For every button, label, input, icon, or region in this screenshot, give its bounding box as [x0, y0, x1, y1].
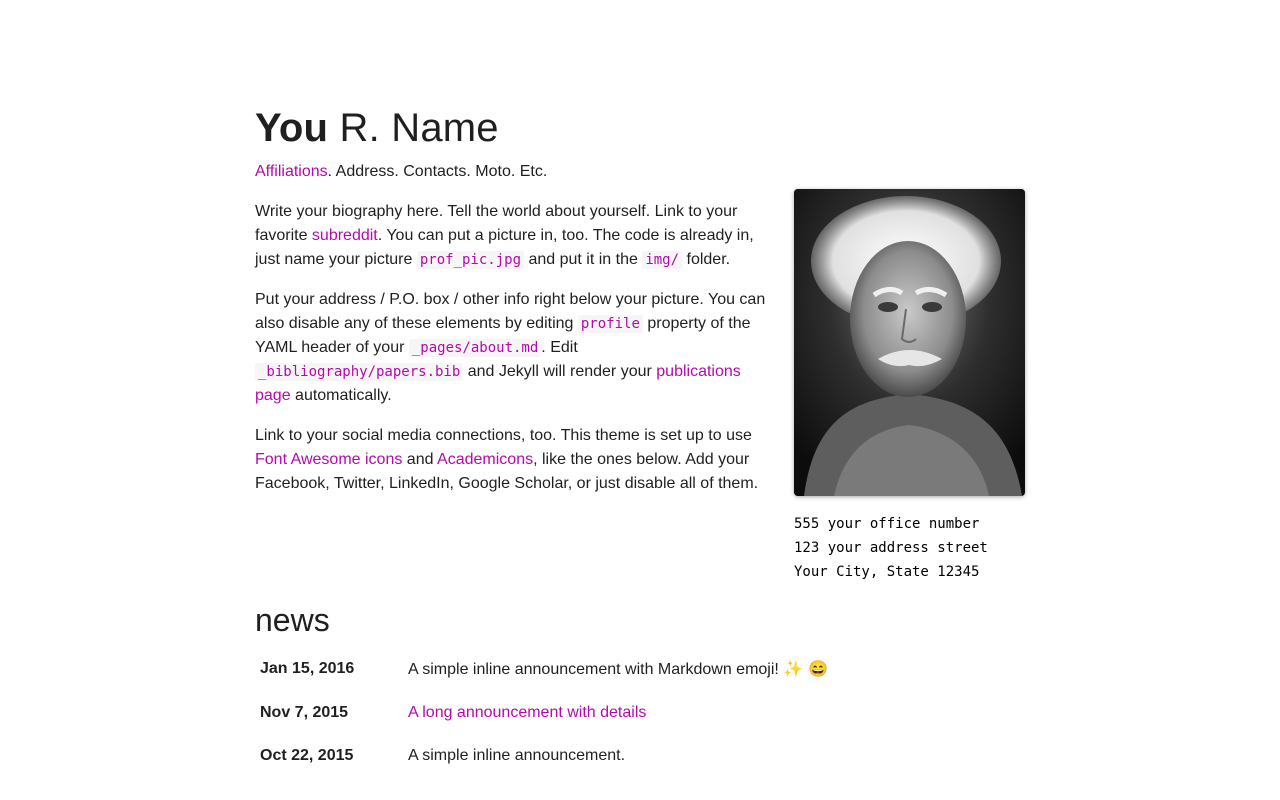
news-heading: news — [255, 602, 330, 638]
bio-text: Write your biography here. Tell the world about yourself. Link to your favorite — [255, 203, 738, 244]
news-text-cell — [403, 692, 1025, 735]
news-link[interactable]: A long announcement with details — [408, 704, 647, 721]
bio-text: Link to your social media connections, too. This theme is set up to use — [255, 427, 752, 444]
news-table — [255, 648, 1025, 778]
code-papers-bib: _bibliography/papers.bib — [255, 363, 463, 381]
news-row — [255, 735, 1025, 778]
bio-text: automatically. — [290, 387, 392, 404]
profile-sidebar — [794, 189, 1025, 584]
bio-text: . Edit — [541, 339, 578, 356]
page-title — [255, 100, 1025, 156]
profile-picture — [794, 189, 1025, 496]
main-row — [255, 200, 1025, 580]
bio-text: folder. — [682, 251, 731, 268]
news-text-cell — [403, 735, 1025, 778]
font-awesome-link[interactable]: Font Awesome icons — [255, 451, 403, 468]
header-description — [255, 160, 1025, 184]
code-prof-pic: prof_pic.jpg — [417, 251, 524, 269]
bio-paragraph-1 — [255, 200, 779, 272]
news-date: Nov 7, 2015 — [260, 704, 349, 721]
bio-text: property of the YAML header of your — [255, 315, 751, 356]
news-row — [255, 648, 1025, 692]
address-line-1: 555 your office number — [794, 516, 980, 532]
bio-text: , like the ones below. Add your Facebook, Twitter, LinkedIn, Google Scholar, or just disable all of them. — [255, 451, 759, 492]
description-text: . Address. Contacts. Moto. Etc. — [327, 163, 548, 180]
publications-page-link[interactable]: publications page — [255, 363, 741, 404]
bio-text: Put your address / P.O. box / other info right below your picture. You can also disable any of these elements by editing — [255, 291, 766, 332]
sparkles-smile-emoji-icon: ✨ 😄 — [783, 659, 829, 678]
code-img-folder: img/ — [642, 251, 682, 269]
subreddit-link[interactable]: subreddit — [311, 227, 378, 244]
address-line-2: 123 your address street — [794, 540, 988, 556]
news-text-cell — [403, 648, 1025, 692]
news-text: A simple inline announcement with Markdown emoji! — [408, 661, 784, 678]
bio-paragraph-3 — [255, 424, 779, 496]
affiliations-link[interactable]: Affiliations — [255, 163, 328, 180]
code-profile: profile — [578, 315, 643, 333]
bio-paragraph-2 — [255, 288, 779, 408]
news-date: Jan 15, 2016 — [260, 660, 355, 677]
bio-text: and Jekyll will render your — [463, 363, 657, 380]
address-block — [794, 512, 1025, 584]
rest-name: R. Name — [339, 106, 499, 150]
biography — [255, 200, 779, 496]
academicons-link[interactable]: Academicons — [437, 451, 534, 468]
first-name: You — [255, 106, 329, 150]
address-line-3: Your City, State 12345 — [794, 564, 980, 580]
news-text: A simple inline announcement. — [408, 747, 626, 764]
news-row — [255, 692, 1025, 735]
about-content — [255, 100, 1025, 580]
bio-text: and put it in the — [524, 251, 643, 268]
portrait-image — [794, 189, 1025, 496]
bio-text: . You can put a picture in, too. The code is already in, just name your picture — [255, 227, 754, 268]
code-about-md: _pages/about.md — [409, 339, 541, 357]
news-date: Oct 22, 2015 — [260, 747, 354, 764]
bio-text: and — [402, 451, 438, 468]
